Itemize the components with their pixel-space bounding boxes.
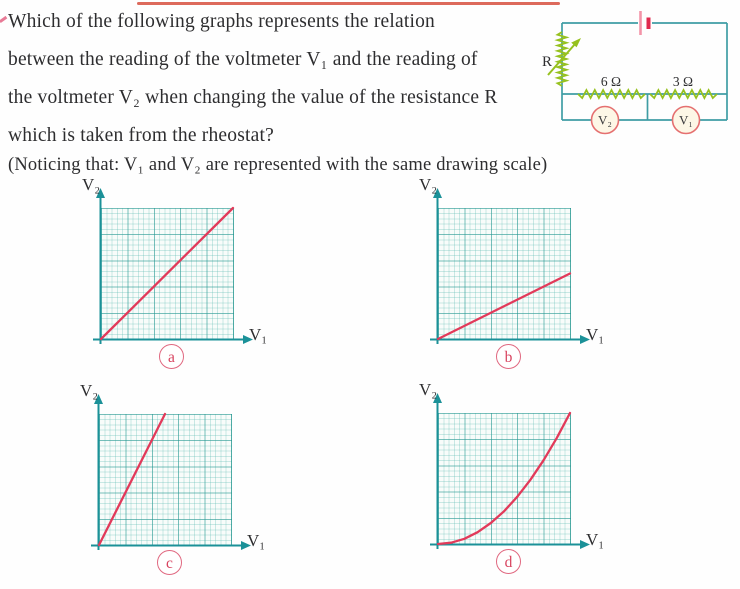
x-axis-label: V₁ bbox=[249, 325, 268, 344]
graph-curve-c bbox=[99, 414, 165, 545]
question-note-line: (Noticing that: V₁ and V₂ are represented with the same drawing scale) bbox=[8, 155, 548, 175]
circuit-diagram bbox=[540, 8, 740, 143]
y-axis-label: V₂ bbox=[80, 381, 99, 400]
graph-option-d bbox=[412, 380, 612, 583]
option-badge-c: c bbox=[157, 550, 182, 575]
graph-curve-d bbox=[438, 413, 570, 544]
graph-curve-a bbox=[101, 208, 233, 339]
question-line-3: the voltmeter V₂ when changing the value of the resistance R bbox=[8, 87, 498, 108]
option-badge-d: d bbox=[496, 549, 521, 574]
resistor-3ohm-label: 3 Ω bbox=[672, 74, 694, 89]
graph-option-c bbox=[73, 381, 273, 584]
graph-option-b bbox=[412, 175, 612, 378]
x-axis-label: V₁ bbox=[586, 530, 605, 549]
y-axis-label: V₂ bbox=[419, 175, 438, 194]
option-badge-a: a bbox=[159, 344, 184, 369]
y-axis-label: V₂ bbox=[419, 380, 438, 399]
question-line-4: which is taken from the rheostat? bbox=[8, 125, 274, 146]
rheostat-label: R bbox=[542, 54, 553, 70]
option-badge-b: b bbox=[496, 344, 521, 369]
x-axis-label: V₁ bbox=[247, 531, 266, 550]
voltmeter-v2-label: V₂ bbox=[598, 112, 612, 128]
cropped-edge-marker bbox=[0, 16, 7, 23]
voltmeter-v1-label: V₁ bbox=[679, 112, 693, 128]
graph-option-a bbox=[75, 175, 275, 378]
graph-curve-b bbox=[438, 274, 570, 340]
question-line-1: Which of the following graphs represents the relation bbox=[8, 11, 436, 32]
question-line-2: between the reading of the voltmeter V₁ and the reading of bbox=[8, 49, 478, 70]
x-axis-label: V₁ bbox=[586, 325, 605, 344]
top-rule bbox=[137, 2, 560, 5]
battery-icon bbox=[641, 11, 651, 35]
resistor-6ohm-label: 6 Ω bbox=[600, 74, 622, 89]
y-axis-label: V₂ bbox=[82, 175, 101, 194]
